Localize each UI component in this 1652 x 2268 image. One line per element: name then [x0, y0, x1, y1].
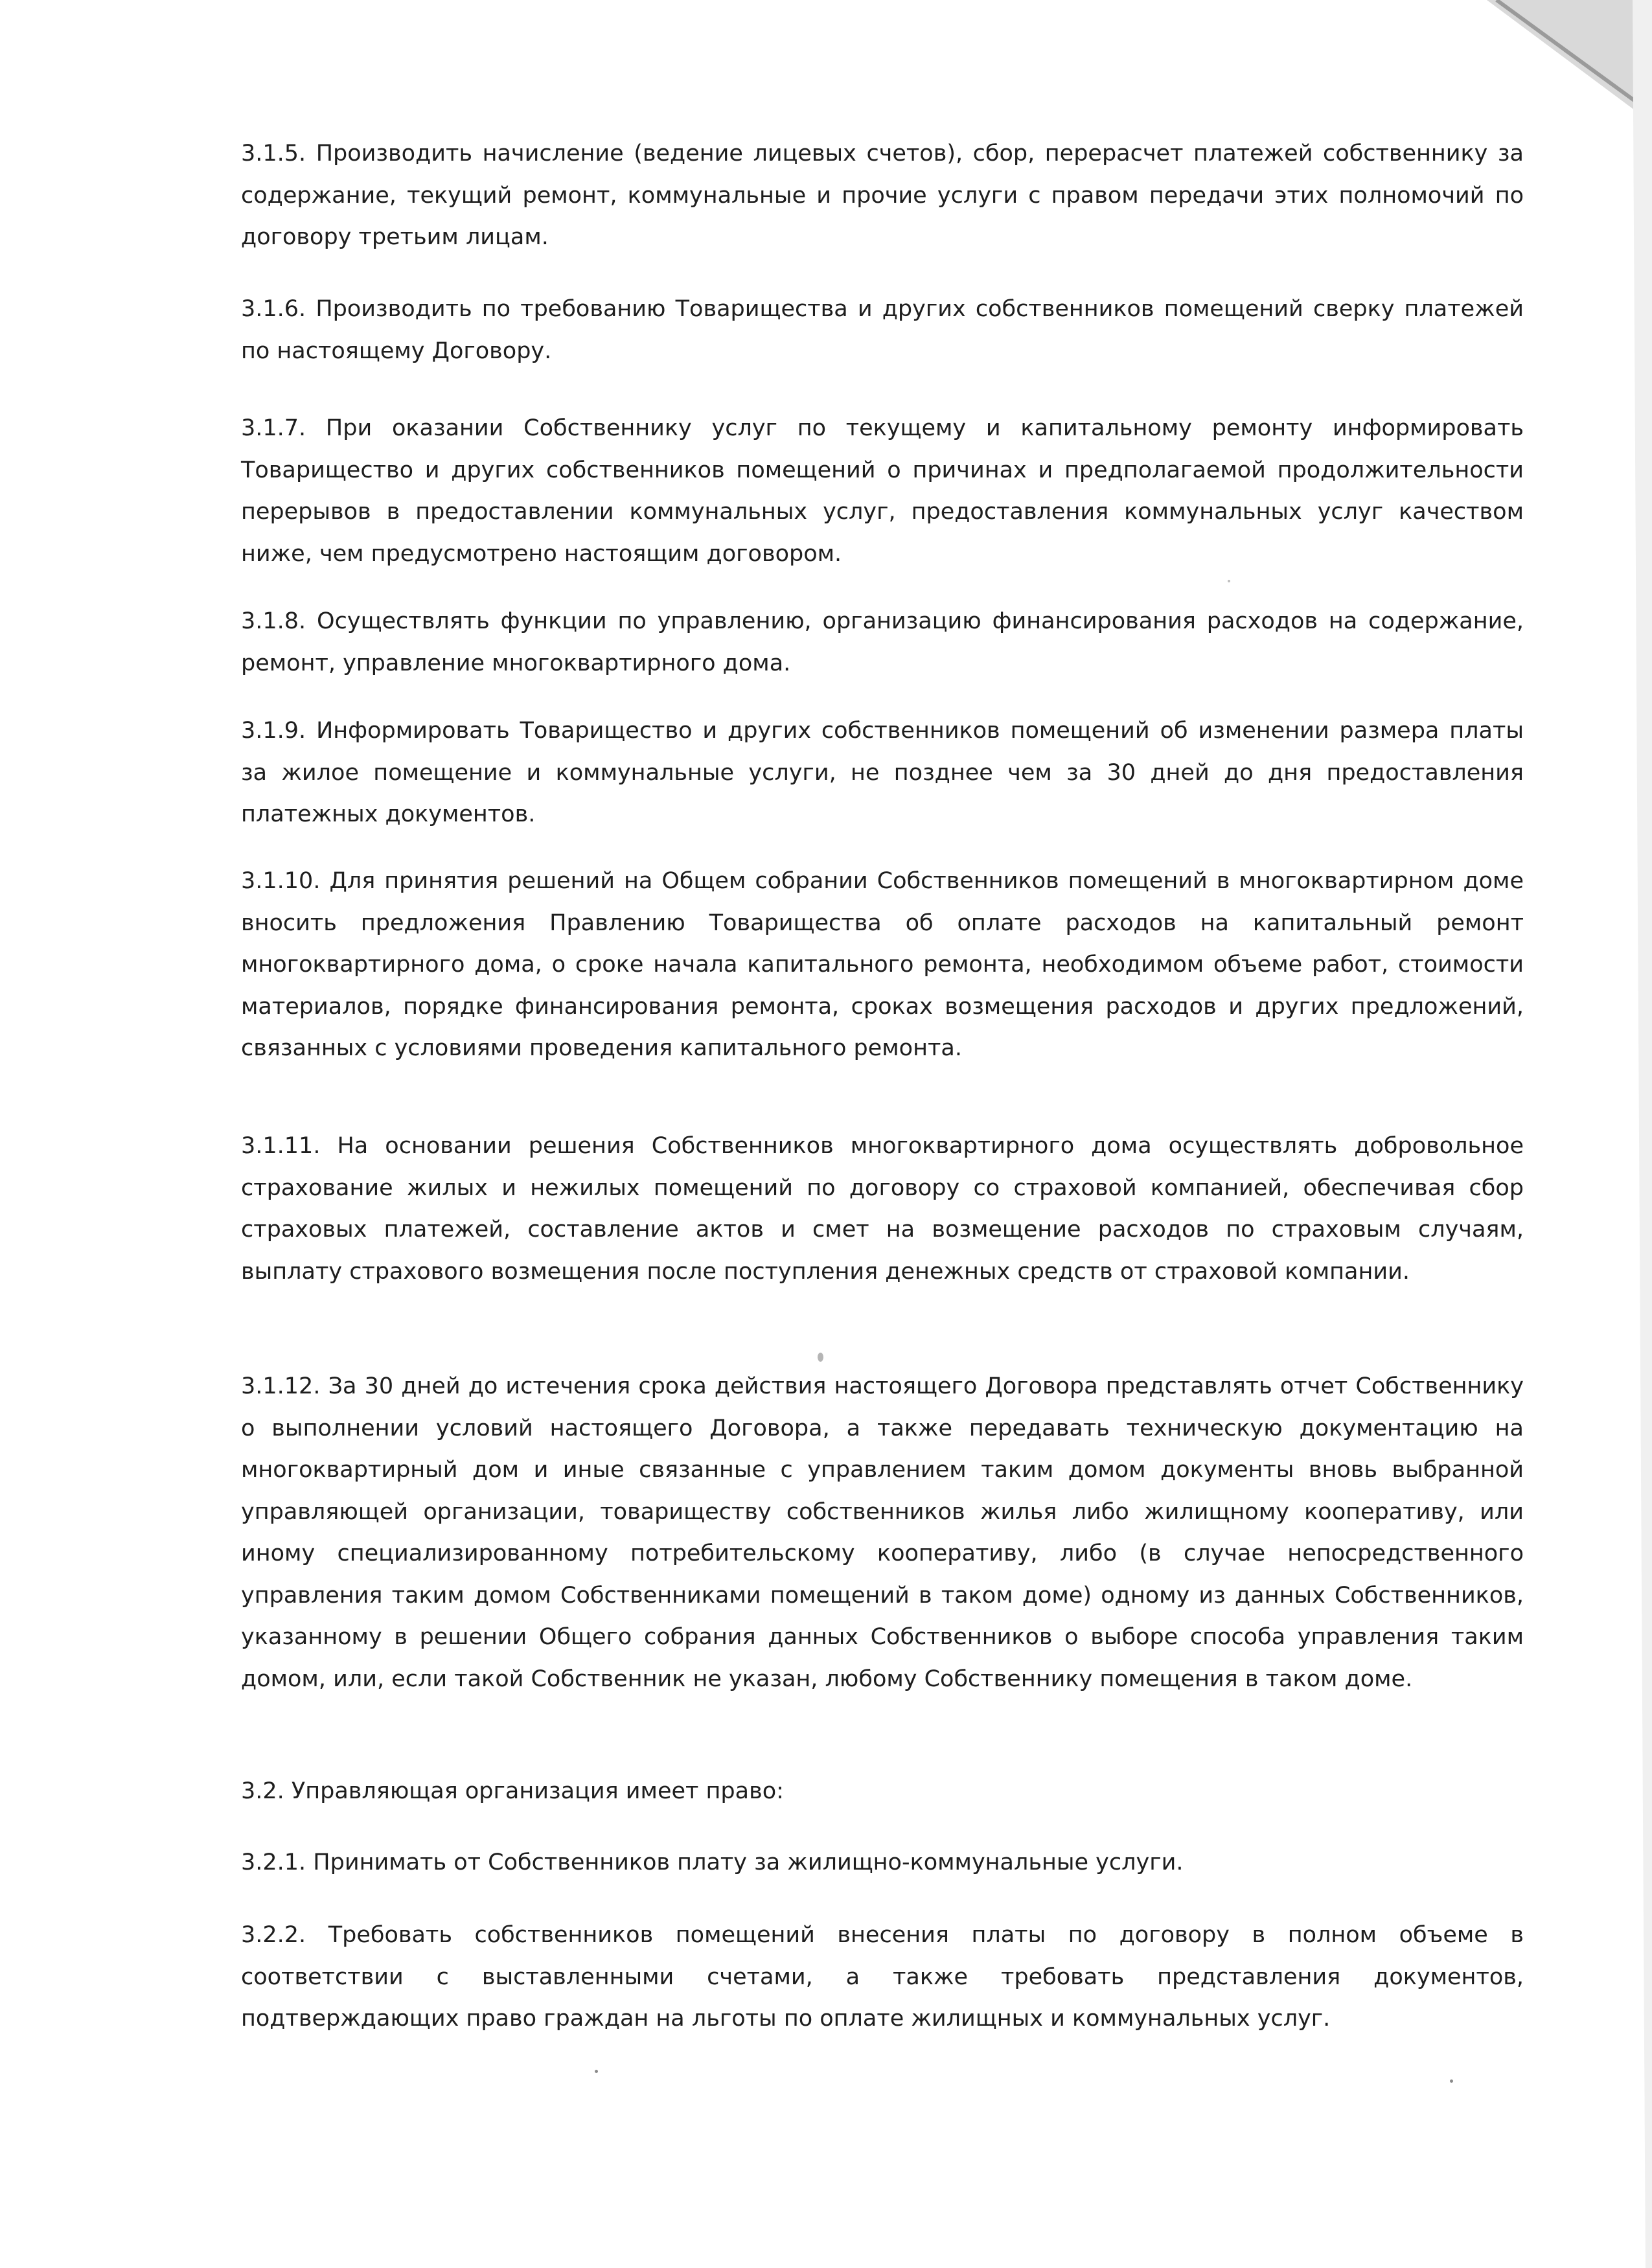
paragraph-3-1-8: 3.1.8. Осуществлять функции по управлению, организацию финансирования расходов на содержание, ремонт, управление многоквартирного дома.: [241, 608, 1524, 676]
scan-speck: [1450, 2079, 1453, 2083]
paragraph-3-1-11: 3.1.11. На основании решения Собственников многоквартирного дома осуществлять добровольное страхование жилых и нежилых помещений по договору со страховой компанией, обеспечивая сбор страховых платежей, составление актов и смет на возмещение расходов по страховым случаям, выплату страхового возмещения после поступления денежных средств от страховой компании.: [241, 1133, 1524, 1285]
paragraph-3-2: 3.2. Управляющая организация имеет право:: [241, 1778, 784, 1804]
paragraph-3-1-7: 3.1.7. При оказании Собственнику услуг по текущему и капитальному ремонту информировать Товарищество и других собственников помещений о причинах и предполагаемой продолжительности перерывов в предоставлении коммунальных услуг, предоставления коммунальных услуг качеством ниже, чем предусмотрено настоящим договором.: [241, 415, 1524, 567]
paragraph-3-2-1: 3.2.1. Принимать от Собственников плату за жилищно-коммунальные услуги.: [241, 1850, 1184, 1875]
paragraph-3-1-6: 3.1.6. Производить по требованию Товарищества и других собственников помещений сверку платежей по настоящему Договору.: [241, 296, 1524, 364]
scan-speck: [1228, 580, 1230, 582]
paragraph-3-1-9: 3.1.9. Информировать Товарищество и других собственников помещений об изменении размера платы за жилое помещение и коммунальные услуги, не позднее чем за 30 дней до дня предоставления платежных документов.: [241, 718, 1524, 827]
paragraph-3-2-2: 3.2.2. Требовать собственников помещений внесения платы по договору в полном объеме в соответствии с выставленными счетами, а также требовать представления документов, подтверждающих право граждан на льготы по оплате жилищных и коммунальных услуг.: [241, 1922, 1524, 2032]
scan-speck: [595, 2070, 598, 2073]
paragraph-3-1-10: 3.1.10. Для принятия решений на Общем собрании Собственников помещений в многоквартирном доме вносить предложения Правлению Товарищества об оплате расходов на капитальный ремонт многоквартирного дома, о сроке начала капитального ремонта, необходимом объеме работ, стоимости материалов, порядке финансирования ремонта, сроках возмещения расходов и других предложений, связанных с условиями проведения капитального ремонта.: [241, 868, 1524, 1061]
scan-speck: [818, 1353, 823, 1362]
paragraph-3-1-12: 3.1.12. За 30 дней до истечения срока действия настоящего Договора представлять отчет Собственнику о выполнении условий настоящего Договора, а также передавать техническую документацию на многоквартирный дом и иные связанные с управлением таким домом документы вновь выбранной управляющей организации, товариществу собственников жилья либо жилищному кооперативу, или иному специализированному потребительскому кооперативу, либо (в случае непосредственного управления таким домом Собственниками помещений в таком доме) одному из данных Собственников, указанному в решении Общего собрания данных Собственников о выборе способа управления таким домом, или, если такой Собственник не указан, любому Собственнику помещения в таком доме.: [241, 1373, 1524, 1692]
document-page: [241, 133, 1524, 2032]
paragraph-3-1-5: 3.1.5. Производить начисление (ведение лицевых счетов), сбор, перерасчет платежей собственнику за содержание, текущий ремонт, коммунальные и прочие услуги с правом передачи этих полномочий по договору третьим лицам.: [241, 141, 1524, 250]
